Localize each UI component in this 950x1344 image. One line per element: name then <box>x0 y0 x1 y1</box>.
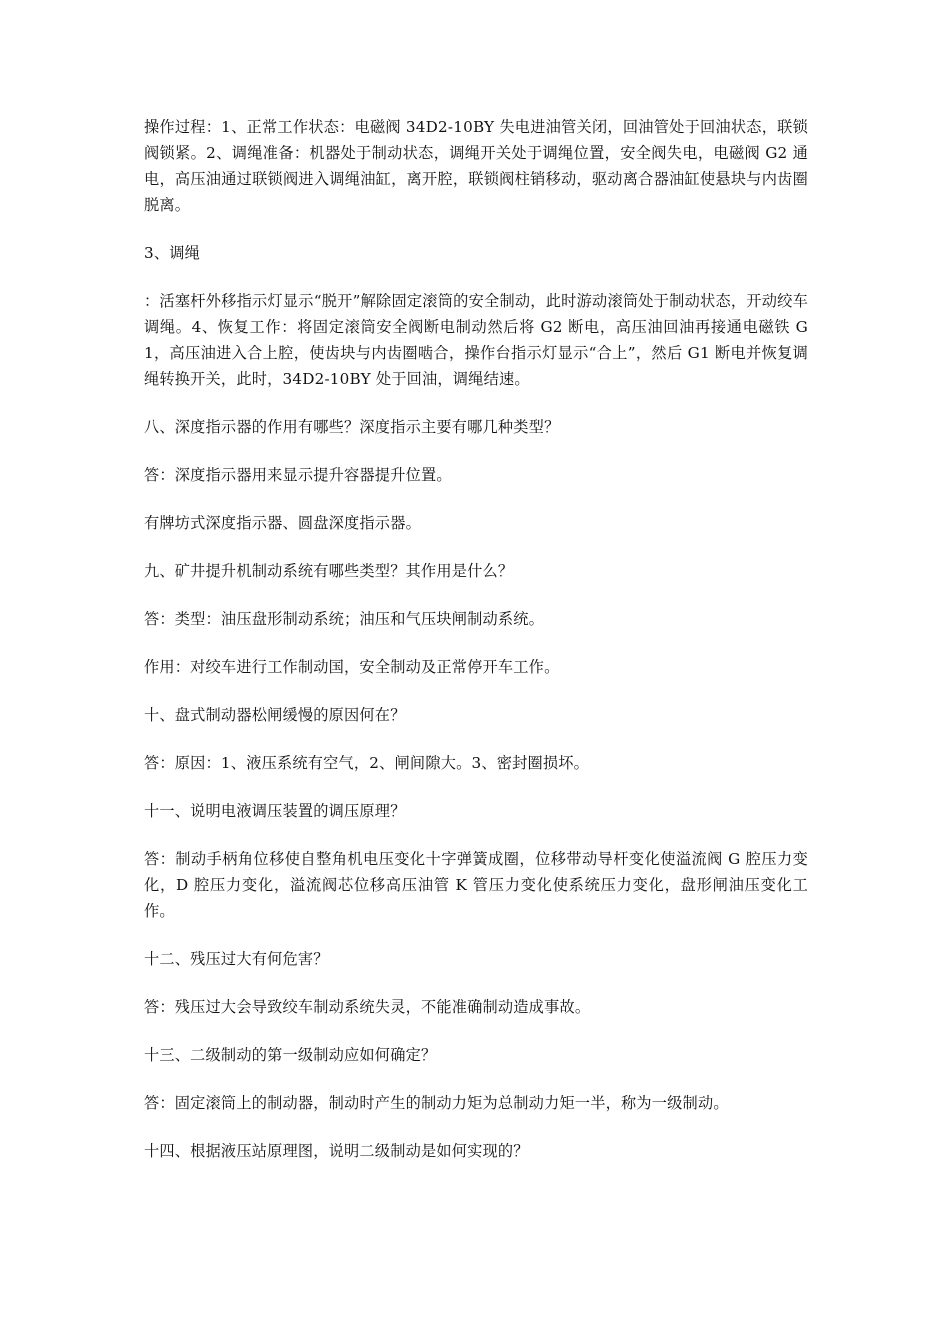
question-11: 十一、说明电液调压装置的调压原理？ <box>144 802 406 820</box>
paragraph-operation-process: 操作过程：1、正常工作状态：电磁阀 34D2-10BY 失电进油管关闭，回油管处于回油状态，联锁阀锁紧。2、调绳准备：机器处于制动状态，调绳开关处于调绳位置，安全阀失电，电磁阀 G2 通电，高压油通过联锁阀进入调绳油缸，离开腔，联锁阀柱销移动，驱动离合器油缸使悬块与内齿圈脱离。 <box>144 118 808 214</box>
answer-11: 答：制动手柄角位移使自整角机电压变化十字弹簧成圈，位移带动导杆变化使溢流阀 G 腔压力变化，D 腔压力变化，溢流阀芯位移高压油管 K 管压力变化使系统压力变化，盘形闸油压变化工作。 <box>144 850 808 920</box>
answer-8-a: 答：深度指示器用来显示提升容器提升位置。 <box>144 466 452 484</box>
document-body <box>144 114 808 1186</box>
question-9: 九、矿井提升机制动系统有哪些类型？其作用是什么？ <box>144 562 514 580</box>
answer-9-function: 作用：对绞车进行工作制动国，安全制动及正常停开车工作。 <box>144 658 560 676</box>
question-12: 十二、残压过大有何危害？ <box>144 950 329 968</box>
question-10: 十、盘式制动器松闸缓慢的原因何在？ <box>144 706 406 724</box>
paragraph-rope-adjust-detail: ：活塞杆外移指示灯显示“脱开”解除固定滚筒的安全制动，此时游动滚筒处于制动状态，开动绞车调绳。4、恢复工作：将固定滚筒安全阀断电制动然后将 G2 断电，高压油回油再接通电磁铁 G1，高压油进入合上腔，使齿块与内齿圈啮合，操作台指示灯显示“合上”，然后 G1 断电并恢复调绳转换开关，此时，34D2-10BY 处于回油，调绳结速。 <box>144 292 808 388</box>
paragraph-rope-adjust-heading: 3、调绳 <box>144 244 201 262</box>
answer-9-types: 答：类型：油压盘形制动系统；油压和气压块闸制动系统。 <box>144 610 545 628</box>
question-14: 十四、根据液压站原理图，说明二级制动是如何实现的？ <box>144 1142 529 1160</box>
answer-10: 答：原因：1、液压系统有空气，2、闸间隙大。3、密封圈损坏。 <box>144 754 590 772</box>
answer-12: 答：残压过大会导致绞车制动系统失灵，不能准确制动造成事故。 <box>144 998 591 1016</box>
question-13: 十三、二级制动的第一级制动应如何确定？ <box>144 1046 437 1064</box>
answer-13: 答：固定滚筒上的制动器，制动时产生的制动力矩为总制动力矩一半，称为一级制动。 <box>144 1094 729 1112</box>
answer-8-b: 有牌坊式深度指示器、圆盘深度指示器。 <box>144 514 421 532</box>
question-8: 八、深度指示器的作用有哪些？深度指示主要有哪几种类型？ <box>144 418 560 436</box>
